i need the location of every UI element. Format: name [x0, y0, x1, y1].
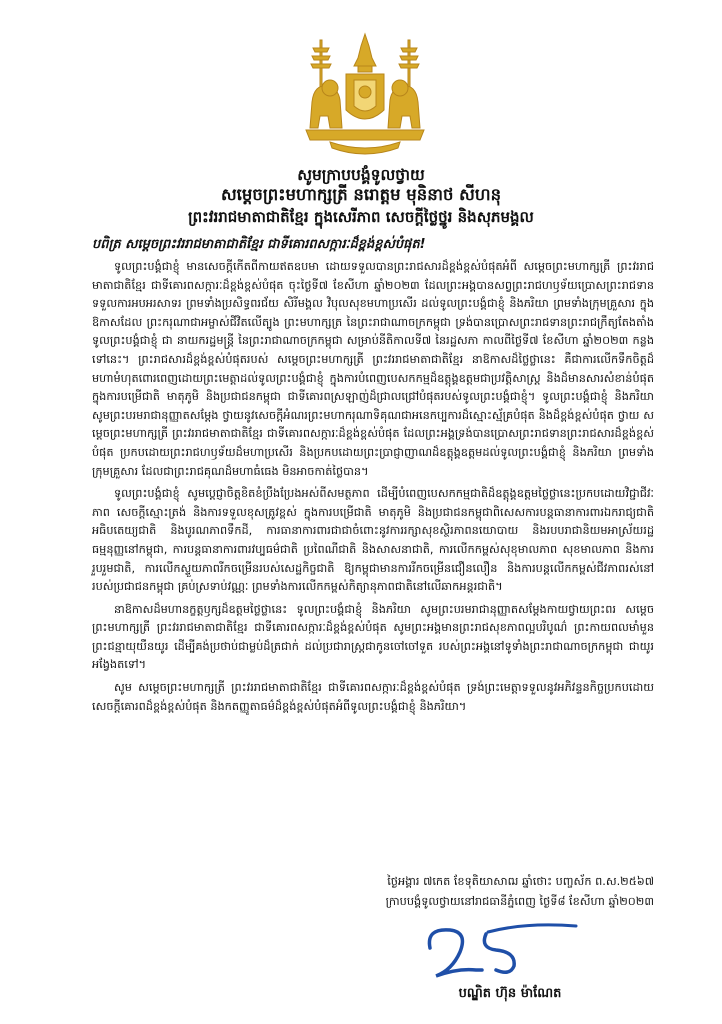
royal-emblem-icon: [300, 32, 430, 160]
closing-block: [234, 872, 654, 912]
addressee-name: សម្តេចព្រះមហាក្សត្រី នរោត្តម មុនិនាថ សីហនុ: [220, 185, 502, 204]
body-paragraph: ទូលព្រះបង្គំជាខ្ញុំ មានសេចក្តីកើតពីកាយឥតឧបមា ដោយទទួលបានព្រះរាជសារដ៏ខ្ពង់ខ្ពស់បំផុតអំពី សម្តេចព្រះមហាក្សត្រី ព្រះវររាជមាតាជាតិខ្មែរ ជាទីគោរពសក្ការៈដ៏ខ្ពង់ខ្ពស់បំផុត ចុះថ្ងៃទី៧ ខែសីហា ឆ្នាំ២០២៣ ដែលព្រះអង្គបានសព្វព្រះរាជហឫទ័យប្រោសព្រះរាជទានទទួលការអបអរសាទរ ព្រមទាំងប្រសិទ្ធពរជ័យ សិរីមង្គល វិបុលសុខមហាប្រសើរ ដល់ទូលព្រះបង្គំជាខ្ញុំ និងភរិយា ព្រមទាំងក្រុមគ្រួសារ ក្នុងឱកាសដែល ព្រះករុណាជាអម្ចាស់ជីវិតលើត្បូង ព្រះមហាក្សត្រ នៃព្រះរាជាណាចក្រកម្ពុជា ទ្រង់បានប្រោសព្រះរាជទានព្រះរាជក្រឹត្យតែងតាំងទូលព្រះបង្គំជាខ្ញុំ ជា នាយករដ្ឋមន្ត្រី នៃព្រះរាជាណាចក្រកម្ពុជា សម្រាប់នីតិកាលទី៧ នៃរដ្ឋសភា កាលពីថ្ងៃទី៧ ខែសីហា ឆ្នាំ២០២៣ កន្លងទៅនេះ។ ព្រះរាជសារដ៏ខ្ពង់ខ្ពស់បំផុតរបស់ សម្តេចព្រះមហាក្សត្រី ព្រះវររាជមាតាជាតិខ្មែរ នាឱកាសដ៏ថ្លៃថ្លានេះ គឺជាការលើកទឹកចិត្តដ៏មហាមំហុតពោរពេញដោយព្រះមេត្តាដល់ទូលព្រះបង្គំជាខ្ញុំ ក្នុងការបំពេញបេសកកម្មដ៏ឧត្តុង្គឧត្តមជាប្រវត្តិសាស្ត្រ និងដ៏មានសារសំខាន់បំផុត ក្នុងការបម្រើជាតិ មាតុភូមិ និងប្រជាជនកម្ពុជា ជាទីគោរពស្រឡាញ់ដ៏ជ្រាលជ្រៅបំផុតរបស់ទូលព្រះបង្គំជាខ្ញុំ។ ទូលព្រះបង្គំជាខ្ញុំ និងភរិយា សូមព្រះបរមរាជានុញ្ញាតសម្តែង ថ្វាយនូវសេចក្តីអំណរព្រះមហាករុណាទិគុណជាអនេកប្បការដ៏ស្មោះស្ម័គ្របំផុត និងដ៏ខ្ពង់ខ្ពស់បំផុត ថ្វាយ សម្តេចព្រះមហាក្សត្រី ព្រះវររាជមាតាជាតិខ្មែរ ជាទីគោរពសក្ការៈដ៏ខ្ពង់ខ្ពស់បំផុត ដែលព្រះអង្គទ្រង់បានប្រោសព្រះរាជទានព្រះរាជសារដ៏ខ្ពង់ខ្ពស់បំផុត ប្រកបដោយព្រះរាជហឫទ័យដ៏មហាប្រសើរ និងប្រកបដោយព្រះប្រាជ្ញាញាណដ៏ឧត្តុង្គឧត្តមដល់ទូលព្រះបង្គំជាខ្ញុំ និងភរិយា ព្រមទាំងក្រុមគ្រួសារ ដែលជាព្រះរាជគុណដ៏មហាធំធេង មិនអាចកាត់ថ្លៃបាន។: [92, 260, 654, 478]
body-paragraph: សូម សម្តេចព្រះមហាក្សត្រី ព្រះវររាជមាតាជាតិខ្មែរ ជាទីគោរពសក្ការៈដ៏ខ្ពង់ខ្ពស់បំផុត ទ្រង់ព្រះមេត្តាទទួលនូវអភិវន្ទនកិច្ចប្រកបដោយសេចក្តីគោរពដ៏ខ្ពង់ខ្ពស់បំផុត និងកតញ្ញូតាធម៌ដ៏ខ្ពង់ខ្ពស់បំផុតអំពីទូលព្រះបង្គំជាខ្ញុំ និងភរិយា។: [92, 681, 654, 713]
handwritten-signature-icon: [416, 918, 586, 984]
addressee-title: ព្រះវររាជមាតាជាតិខ្មែរ ក្នុងសេរីភាព សេចក្តីថ្លៃថ្នូរ និងសុភមង្គល: [188, 208, 534, 226]
place-and-date: ក្រាបបង្គំទូលថ្វាយនៅរាជធានីភ្នំពេញ ថ្ងៃទី៨ ខែសីហា ឆ្នាំ២០២៣: [385, 895, 654, 908]
lunar-date: ថ្ងៃអង្គារ ៧កេត ខែទុតិយាសាឍ ឆ្នាំថោះ បញ្ចស័ក ព.ស.២៥៦៧: [387, 875, 654, 888]
salutation-header: សូមក្រាបបង្គំទូលថ្វាយ: [297, 166, 425, 184]
body-paragraph: ទូលព្រះបង្គំជាខ្ញុំ សូមប្តេជ្ញាចិត្តខិតខំប្រឹងប្រែងអស់ពីសមត្ថភាព ដើម្បីបំពេញបេសកកម្មជាតិដ៏ឧត្តុង្គឧត្តមថ្លៃថ្លានេះប្រកបដោយវិជ្ជាជីវៈភាព សេចក្តីស្មោះត្រង់ និងការទទួលខុសត្រូវខ្ពស់ ក្នុងការបម្រើជាតិ មាតុភូមិ និងប្រជាជនកម្ពុជាពិសេសការបន្តធានាការពារឯករាជ្យជាតិ អធិបតេយ្យជាតិ និងបូរណភាពទឹកដី, ការធានាការពារជាជាចំពោះនូវការរក្សាសុខស្ថិរភាពនយោបាយ និងរបបរាជានិយមអាស្រ័យរដ្ឋធម្មនុញ្ញនៅកម្ពុជា, ការបន្តធានាការពារវប្បធម៌ជាតិ ប្រពៃណីជាតិ និងសាសនាជាតិ, ការលើកកម្ពស់សុខុមាលភាព សុខមាលភាព និងការរួបរួមជាតិ, ការលើកស្ទួយភាពរីកចម្រើនរបស់សេដ្ឋកិច្ចជាតិ ឱ្យកម្ពុជាមានការរីកចម្រើនជឿនលឿន និងការបន្តលើកកម្ពស់ជីវភាពរស់នៅរបស់ប្រជាជនកម្ពុជា គ្រប់ស្រទាប់វណ្ណៈ ព្រមទាំងការលើកកម្ពស់កិត្យានុភាពជាតិនៅលើឆាកអន្តរជាតិ។: [92, 487, 654, 594]
greeting-line: បពិត្រ សម្តេចព្រះវររាជមាតាជាតិខ្មែរ ជាទីគោរពសក្ការៈដ៏ខ្ពង់ខ្ពស់បំផុត!: [92, 237, 426, 252]
signatory-name: បណ្ឌិត ហ៊ុន ម៉ាណែត: [458, 986, 562, 1001]
letter-body: [92, 258, 654, 720]
body-paragraph: នាឱកាសដ៏មហានក្ខត្តឫក្សដ៏ឧត្តមថ្លៃថ្លានេះ ទូលព្រះបង្គំជាខ្ញុំ និងភរិយា សូមព្រះបរមរាជានុញ្ញាតសម្តែងកាយថ្វាយព្រះពរ សម្តេចព្រះមហាក្សត្រី ព្រះវររាជមាតាជាតិខ្មែរ ជាទីគោរពសក្ការៈដ៏ខ្ពង់ខ្ពស់បំផុត សូមព្រះអង្គមានព្រះរាជសុខភាពល្អបរិបូណ៌ ព្រះកាយពលមាំមួន ព្រះជន្មាយុយឺនយូរ ដើម្បីគង់ប្រថាប់ជាម្លប់ដ៏ត្រជាក់ ដល់ប្រជារាស្ត្រជាកូនចៅចៅទួត របស់ព្រះអង្គនៅទូទាំងព្រះរាជាណាចក្រកម្ពុជា ជាយូរអង្វែងតទៅ។: [92, 602, 654, 672]
